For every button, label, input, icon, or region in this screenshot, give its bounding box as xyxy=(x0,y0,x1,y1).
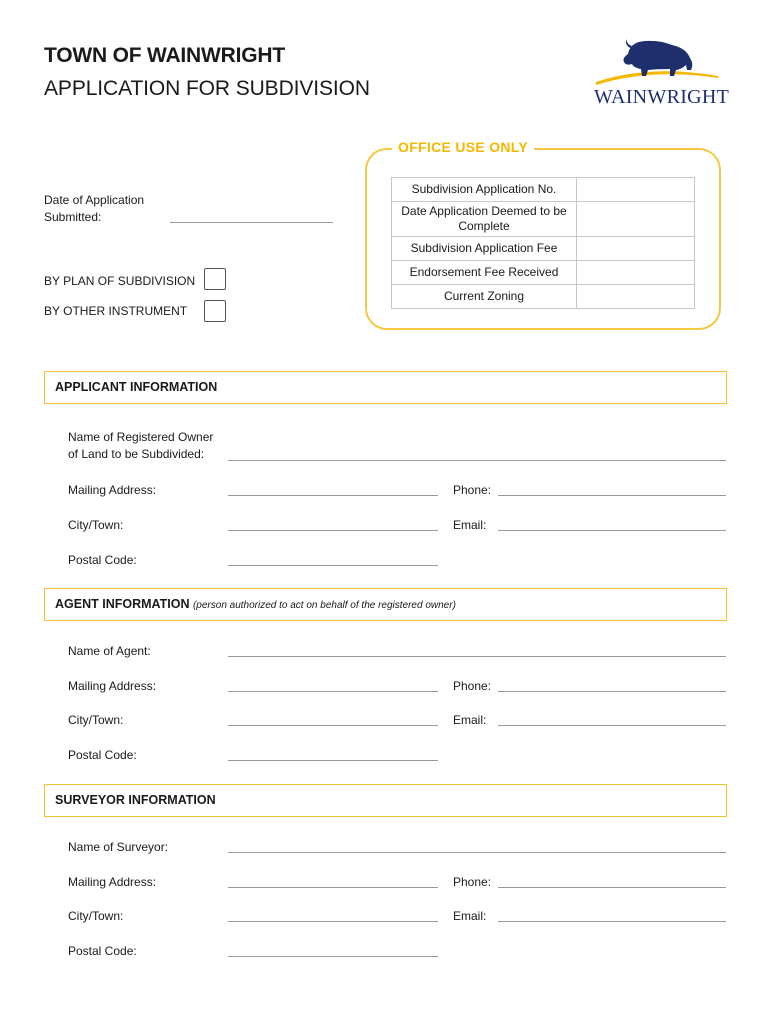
phone-label: Phone: xyxy=(453,679,492,693)
form-title: APPLICATION FOR SUBDIVISION xyxy=(44,77,370,100)
bison-icon xyxy=(590,38,724,90)
owner-name-field[interactable] xyxy=(228,460,726,461)
email-label: Email: xyxy=(453,518,487,532)
surveyor-phone-field[interactable] xyxy=(498,887,726,888)
by-plan-checkbox[interactable] xyxy=(204,268,226,290)
email-label: Email: xyxy=(453,909,487,923)
office-row-value[interactable] xyxy=(577,285,695,309)
section-title: APPLICANT INFORMATION xyxy=(55,380,218,394)
surveyor-mailing-field[interactable] xyxy=(228,887,438,888)
agent-mailing-field[interactable] xyxy=(228,691,438,692)
table-row xyxy=(392,178,695,202)
by-other-checkbox[interactable] xyxy=(204,300,226,322)
surveyor-city-field[interactable] xyxy=(228,921,438,922)
city-label: City/Town: xyxy=(68,518,124,532)
office-use-heading: OFFICE USE ONLY xyxy=(392,139,534,155)
applicant-mailing-field[interactable] xyxy=(228,495,438,496)
office-row-label: Endorsement Fee Received xyxy=(392,261,577,285)
office-row-value[interactable] xyxy=(577,237,695,261)
office-use-table xyxy=(391,177,695,309)
agent-name-field[interactable] xyxy=(228,656,726,657)
date-label: Date of Application Submitted: xyxy=(44,193,145,224)
applicant-phone-field[interactable] xyxy=(498,495,726,496)
applicant-city-field[interactable] xyxy=(228,530,438,531)
office-row-label: Subdivision Application No. xyxy=(392,178,577,202)
surveyor-postal-field[interactable] xyxy=(228,956,438,957)
agent-city-field[interactable] xyxy=(228,725,438,726)
applicant-section-header xyxy=(44,371,727,404)
table-row xyxy=(392,202,695,237)
postal-label: Postal Code: xyxy=(68,553,137,567)
surveyor-name-field[interactable] xyxy=(228,852,726,853)
office-row-value[interactable] xyxy=(577,202,695,237)
office-row-value[interactable] xyxy=(577,178,695,202)
phone-label: Phone: xyxy=(453,875,492,889)
surveyor-name-label: Name of Surveyor: xyxy=(68,840,169,854)
agent-name-label: Name of Agent: xyxy=(68,644,151,658)
section-title: SURVEYOR INFORMATION xyxy=(55,793,216,807)
section-title: AGENT INFORMATION (person authorized to act on behalf of the registered owner) xyxy=(55,597,456,611)
date-field[interactable] xyxy=(170,222,333,223)
table-row xyxy=(392,261,695,285)
table-row xyxy=(392,285,695,309)
wainwright-logo xyxy=(590,38,730,112)
owner-label: Name of Registered Owner of Land to be Subdivided: xyxy=(68,430,214,461)
mailing-label: Mailing Address: xyxy=(68,875,157,889)
email-label: Email: xyxy=(453,713,487,727)
mailing-label: Mailing Address: xyxy=(68,483,157,497)
office-row-value[interactable] xyxy=(577,261,695,285)
section-note: (person authorized to act on behalf of the registered owner) xyxy=(192,600,456,611)
office-row-label: Subdivision Application Fee xyxy=(392,237,577,261)
agent-email-field[interactable] xyxy=(498,725,726,726)
agent-section-header xyxy=(44,588,727,621)
office-row-label: Current Zoning xyxy=(392,285,577,309)
office-row-label: Date Application Deemed to be Complete xyxy=(392,202,577,237)
town-title: TOWN OF WAINWRIGHT xyxy=(44,44,285,67)
agent-postal-field[interactable] xyxy=(228,760,438,761)
postal-label: Postal Code: xyxy=(68,748,137,762)
surveyor-email-field[interactable] xyxy=(498,921,726,922)
agent-phone-field[interactable] xyxy=(498,691,726,692)
city-label: City/Town: xyxy=(68,713,124,727)
postal-label: Postal Code: xyxy=(68,944,137,958)
table-row xyxy=(392,237,695,261)
applicant-email-field[interactable] xyxy=(498,530,726,531)
mailing-label: Mailing Address: xyxy=(68,679,157,693)
by-other-label: BY OTHER INSTRUMENT xyxy=(44,304,188,318)
logo-wordmark: WAINWRIGHT xyxy=(594,86,730,108)
by-plan-label: BY PLAN OF SUBDIVISION xyxy=(44,274,196,288)
city-label: City/Town: xyxy=(68,909,124,923)
phone-label: Phone: xyxy=(453,483,492,497)
applicant-postal-field[interactable] xyxy=(228,565,438,566)
surveyor-section-header xyxy=(44,784,727,817)
